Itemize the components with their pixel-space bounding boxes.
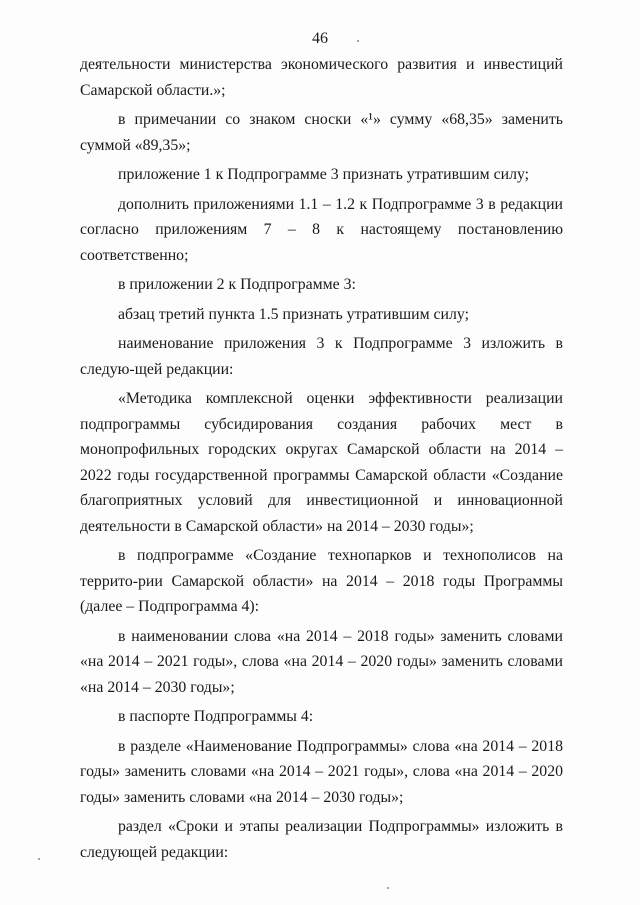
scan-speck <box>357 40 359 42</box>
paragraph-continuation: деятельности министерства экономического развития и инвестиций Самарской области.»; <box>80 56 563 99</box>
paragraph-subprogram-4: в подпрограмме «Создание технопарков и технополисов на террито-рии Самарской области» на 2014 – 2018 годы Программы (далее – Подпрограмма 4): <box>80 547 563 615</box>
document-body <box>80 52 563 869</box>
scan-speck <box>38 858 40 860</box>
scan-speck <box>387 887 389 889</box>
paragraph-methodology-title: «Методика комплексной оценки эффективности реализации подпрограммы субсидирования создания рабочих мест в монопрофильных городских округах Самарской области на 2014 – 2022 годы государственной программы Самарской области «Создание благоприятных условий для инвестиционной и инновационной деятельности в Самарской области» на 2014 – 2030 годы»; <box>80 390 563 535</box>
paragraph-name-section: в разделе «Наименование Подпрограммы» слова «на 2014 – 2018 годы» заменить словами «на 2014 – 2021 годы», слова «на 2014 – 2020 годы» заменить словами «на 2014 – 2030 годы»; <box>80 737 563 806</box>
paragraph-name-change: в наименовании слова «на 2014 – 2018 годы» заменить словами «на 2014 – 2021 годы», слова «на 2014 – 2020 годы» заменить словами «на 2014 – 2030 годы»; <box>80 627 563 696</box>
paragraph-appendix-2: в приложении 2 к Подпрограмме 3: <box>118 276 356 293</box>
page-number: 46 <box>312 30 328 47</box>
paragraph-item-1-5-void: абзац третий пункта 1.5 признать утратившим силу; <box>118 305 469 323</box>
paragraph-terms-section: раздел «Сроки и этапы реализации Подпрограммы» изложить в следующей редакции: <box>80 818 563 861</box>
paragraph-passport: в паспорте Подпрограммы 4: <box>118 708 314 725</box>
paragraph-footnote-amendment: в примечании со знаком сноски «¹» сумму «68,35» заменить суммой «89,35»; <box>80 111 563 154</box>
paragraph-appendix-1-void: приложение 1 к Подпрограмме 3 признать утратившим силу; <box>118 166 530 183</box>
paragraph-appendix-3-title: наименование приложения 3 к Подпрограмме 3 изложить в следую-щей редакции: <box>80 335 563 378</box>
paragraph-add-appendices: дополнить приложениями 1.1 – 1.2 к Подпрограмме 3 в редакции согласно приложениям 7 – 8 к настоящему постановлению соответственно; <box>80 195 563 264</box>
